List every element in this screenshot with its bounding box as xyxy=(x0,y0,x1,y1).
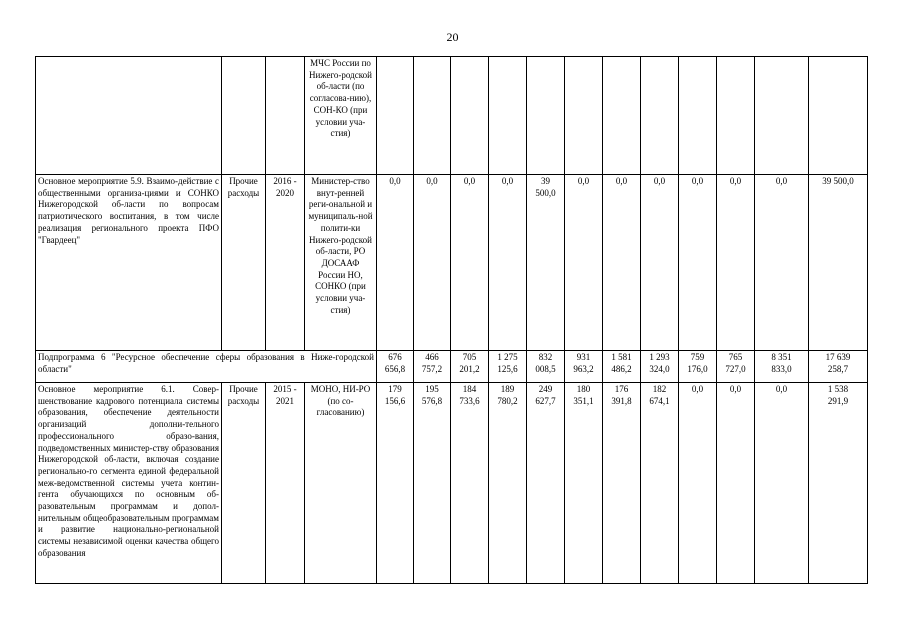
table-row xyxy=(36,383,868,584)
budget-table xyxy=(35,56,868,584)
value-cell: 189 780,2 xyxy=(489,383,527,584)
value-cell: 0,0 xyxy=(717,175,755,351)
executor-cell: МЧС России по Нижего-родской об-ласти (по согласова-нию), СОН-КО (при условии уча-стия) xyxy=(305,57,377,175)
value-cell xyxy=(603,57,641,175)
value-cell: 184 733,6 xyxy=(451,383,489,584)
value-cell: 180 351,1 xyxy=(565,383,603,584)
value-cell: 179 156,6 xyxy=(377,383,414,584)
value-cell xyxy=(717,57,755,175)
value-cell xyxy=(565,57,603,175)
value-cell: 705 201,2 xyxy=(451,351,489,383)
value-cell: 182 674,1 xyxy=(641,383,679,584)
value-cell xyxy=(641,57,679,175)
table-row xyxy=(36,57,868,175)
value-cell: 1 293 324,0 xyxy=(641,351,679,383)
value-cell: 676 656,8 xyxy=(377,351,414,383)
executor-cell: Министер-ство внут-ренней реги-ональной и муниципаль-ной полити-ки Нижего-родской об-ласти, РО ДОСААФ России НО, СОНКО (при условии уча-стия) xyxy=(305,175,377,351)
value-cell: 0,0 xyxy=(641,175,679,351)
value-cell: 759 176,0 xyxy=(679,351,717,383)
value-cell: 931 963,2 xyxy=(565,351,603,383)
value-cell xyxy=(451,57,489,175)
activity-name-cell xyxy=(36,57,222,175)
table-row xyxy=(36,175,868,351)
expense-type-cell: Прочие расходы xyxy=(222,383,266,584)
value-cell: 0,0 xyxy=(679,383,717,584)
value-cell: 0,0 xyxy=(565,175,603,351)
expense-type-cell: Прочие расходы xyxy=(222,175,266,351)
value-cell: 1 581 486,2 xyxy=(603,351,641,383)
value-cell xyxy=(679,57,717,175)
page-number: 20 xyxy=(446,30,459,44)
subprogram-name-cell: Подпрограмма 6 "Ресурсное обеспечение сферы образования в Ниже-городской области" xyxy=(36,351,377,383)
value-cell xyxy=(414,57,451,175)
value-cell: 0,0 xyxy=(603,175,641,351)
value-cell: 176 391,8 xyxy=(603,383,641,584)
value-cell: 466 757,2 xyxy=(414,351,451,383)
value-total-cell: 17 639 258,7 xyxy=(809,351,868,383)
value-cell: 0,0 xyxy=(377,175,414,351)
value-cell: 0,0 xyxy=(489,175,527,351)
value-cell: 765 727,0 xyxy=(717,351,755,383)
value-cell: 1 275 125,6 xyxy=(489,351,527,383)
value-cell xyxy=(527,57,565,175)
value-cell: 249 627,7 xyxy=(527,383,565,584)
value-cell: 0,0 xyxy=(679,175,717,351)
expense-type-cell xyxy=(222,57,266,175)
value-cell: 832 008,5 xyxy=(527,351,565,383)
value-cell: 0,0 xyxy=(414,175,451,351)
executor-cell: МОНО, НИ-РО (по со-гласованию) xyxy=(305,383,377,584)
value-cell: 0,0 xyxy=(755,383,809,584)
activity-name-cell: Основное мероприятие 6.1. Совер-шенствование кадрового потенциала системы образования, обеспечение деятельности организаций дополни-тельного профессионального образо-вания, подведомственных министер-ству образования Нижегородской об-ласти, включая создание регионально-го сегмента единой федеральной меж-ведомственной системы учета контин-гента обучающихся по основным об-разовательным программам и допол-нительным общеобразовательным программам и развитие национально-региональной системы независимой оценки качества общего образования xyxy=(36,383,222,584)
table-row xyxy=(36,351,868,383)
value-cell xyxy=(377,57,414,175)
value-cell: 8 351 833,0 xyxy=(755,351,809,383)
value-cell xyxy=(755,57,809,175)
period-cell xyxy=(266,57,305,175)
activity-name-cell: Основное мероприятие 5.9. Взаимо-действие с общественными организа-циями и СОНКО Нижегородской об-ласти по вопросам патриотического воспитания, в том числе реализация регионального проекта ПФО "Гвардеец" xyxy=(36,175,222,351)
value-cell xyxy=(489,57,527,175)
period-cell: 2016 - 2020 xyxy=(266,175,305,351)
value-cell: 0,0 xyxy=(717,383,755,584)
value-cell: 195 576,8 xyxy=(414,383,451,584)
period-cell: 2015 - 2021 xyxy=(266,383,305,584)
value-cell: 0,0 xyxy=(755,175,809,351)
value-cell: 0,0 xyxy=(451,175,489,351)
value-total-cell: 39 500,0 xyxy=(809,175,868,351)
value-cell: 39 500,0 xyxy=(527,175,565,351)
value-total-cell xyxy=(809,57,868,175)
value-total-cell: 1 538 291,9 xyxy=(809,383,868,584)
